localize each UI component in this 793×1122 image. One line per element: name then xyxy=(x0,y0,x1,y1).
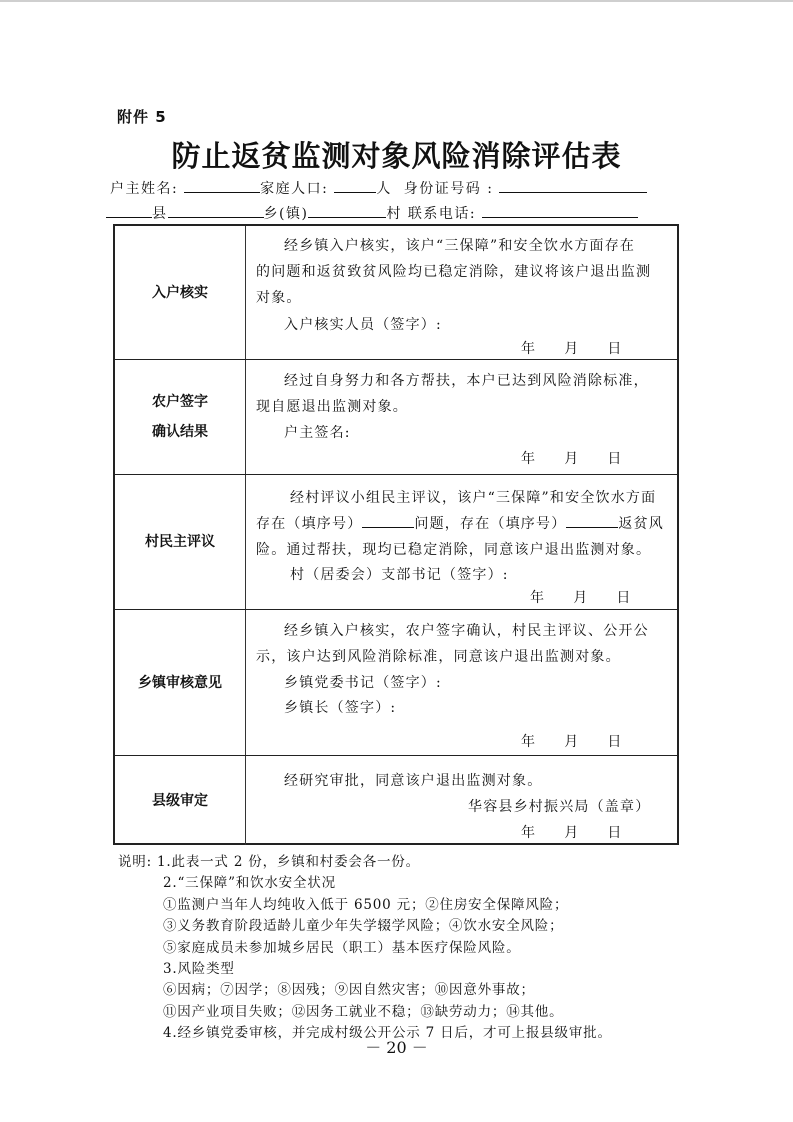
date-year: 年 xyxy=(530,590,546,606)
table-row-household-verification xyxy=(115,226,677,360)
row-label-text: 确认结果 xyxy=(152,424,208,440)
date-line xyxy=(530,587,660,607)
id-number-field[interactable] xyxy=(499,178,647,193)
note-line: ⑤家庭成员未参加城乡居民（职工）基本医疗保险风险。 xyxy=(163,939,521,956)
content-line: 的问题和返贫致贫风险均已稳定消除，建议将该户退出监测 xyxy=(256,264,652,280)
date-month: 月 xyxy=(564,451,580,467)
householder-name-label: 户主姓名: xyxy=(110,181,179,197)
date-year: 年 xyxy=(521,825,537,841)
date-day: 日 xyxy=(616,590,632,606)
note-line: ③义务教育阶段适龄儿童少年失学辍学风险；④饮水安全风险； xyxy=(163,918,564,935)
note-line: ⑪因产业项目失败；⑫因务工就业不稳；⑬缺劳动力；⑭其他。 xyxy=(163,1003,564,1020)
secretary-signature-label: 村（居委会）支部书记（签字）: xyxy=(290,567,509,583)
note-line: 2.“三保障”和饮水安全状况 xyxy=(163,875,336,892)
date-day: 日 xyxy=(607,451,623,467)
row-label xyxy=(115,756,246,845)
note-line: ⑥因病；⑦因学；⑧因残；⑨因自然灾害；⑩因意外事故； xyxy=(163,982,535,999)
table-row-county-approval xyxy=(115,756,677,845)
note-line: ①监测户当年人均纯收入低于 6500 元；②住房安全保障风险； xyxy=(163,896,569,913)
row-content xyxy=(256,475,669,609)
county-field[interactable] xyxy=(106,203,152,218)
row-label-text: 入户核实 xyxy=(152,284,208,301)
content-line: 现自愿退出监测对象。 xyxy=(256,399,408,415)
date-line xyxy=(521,338,651,358)
row-content xyxy=(256,360,669,474)
date-day: 日 xyxy=(607,734,623,750)
row-label-text: 县级审定 xyxy=(152,792,208,809)
row-content xyxy=(256,610,669,755)
township-label: 乡(镇) xyxy=(263,206,309,222)
notes-section xyxy=(118,852,612,1045)
row-label xyxy=(115,475,246,609)
page-number: － 20 － xyxy=(365,1038,428,1057)
date-line xyxy=(521,731,651,751)
table-row-village-review xyxy=(115,475,677,610)
row-content xyxy=(256,226,669,359)
householder-name-field[interactable] xyxy=(184,178,260,193)
row-content xyxy=(256,756,669,845)
row-label-text: 乡镇审核意见 xyxy=(138,674,222,691)
county-label: 县 xyxy=(152,206,168,222)
row-label xyxy=(115,226,246,359)
date-line xyxy=(521,822,651,842)
content-line: 经研究审批，同意该户退出监测对象。 xyxy=(284,773,543,789)
family-size-field[interactable] xyxy=(334,178,376,193)
annex-label: 附件 5 xyxy=(117,108,167,126)
page-top-border xyxy=(0,0,793,2)
row-label xyxy=(115,360,246,474)
party-secretary-signature-label: 乡镇党委书记（签字）: xyxy=(284,675,442,691)
phone-field[interactable] xyxy=(482,203,638,218)
content-line: 存在（填序号） 问题，存在（填序号） 返贫风 xyxy=(256,513,664,533)
householder-signature-label: 户主签名: xyxy=(284,425,351,441)
date-year: 年 xyxy=(521,734,537,750)
village-field[interactable] xyxy=(308,203,386,218)
row-label-text: 村民主评议 xyxy=(145,534,215,550)
township-head-signature-label: 乡镇长（签字）: xyxy=(284,700,397,716)
content-line: 示，该户达到风险消除标准，同意该户退出监测对象。 xyxy=(256,649,621,665)
notes-prefix: 说明: xyxy=(118,854,152,870)
document-title: 防止返贫监测对象风险消除评估表 xyxy=(171,139,622,173)
risk-number-field[interactable] xyxy=(566,513,618,528)
content-line: 对象。 xyxy=(256,290,302,306)
row-label-text: 农户签字 xyxy=(152,394,208,410)
family-size-label: 家庭人口: xyxy=(260,181,329,197)
township-field[interactable] xyxy=(168,203,264,218)
date-month: 月 xyxy=(564,825,580,841)
problem-number-field[interactable] xyxy=(362,513,414,528)
bureau-seal-label: 华容县乡村振兴局（盖章） xyxy=(468,799,651,815)
village-label: 村 xyxy=(386,206,402,222)
date-day: 日 xyxy=(607,825,623,841)
note-line: 4.经乡镇党委审核，并完成村级公开公示 7 日后，才可上报县级审批。 xyxy=(163,1025,612,1042)
row-label xyxy=(115,610,246,755)
person-unit: 人 xyxy=(376,181,392,197)
header-line-2 xyxy=(106,203,638,223)
assessment-table xyxy=(113,224,679,845)
date-day: 日 xyxy=(607,341,623,357)
verifier-signature-label: 入户核实人员（签字）: xyxy=(284,317,442,333)
date-line xyxy=(521,448,651,468)
date-month: 月 xyxy=(573,590,589,606)
phone-label: 联系电话: xyxy=(407,206,477,222)
id-number-label: 身份证号码 : xyxy=(403,181,494,197)
date-month: 月 xyxy=(564,734,580,750)
note-line: 说明: 1.此表一式 2 份，乡镇和村委会各一份。 xyxy=(118,854,420,870)
header-line-1 xyxy=(110,178,647,198)
note-line: 3.风险类型 xyxy=(163,961,235,978)
content-line: 经过自身努力和各方帮扶，本户已达到风险消除标准， xyxy=(284,373,649,389)
table-row-farmer-confirmation xyxy=(115,360,677,475)
date-year: 年 xyxy=(521,451,537,467)
content-line: 经乡镇入户核实，该户“三保障”和安全饮水方面存在 xyxy=(284,238,636,254)
date-year: 年 xyxy=(521,341,537,357)
content-line: 险。通过帮扶，现均已稳定消除，同意该户退出监测对象。 xyxy=(256,542,652,558)
content-line: 经村评议小组民主评议，该户“三保障”和安全饮水方面 xyxy=(290,490,657,506)
table-row-township-review xyxy=(115,610,677,756)
date-month: 月 xyxy=(564,341,580,357)
content-line: 经乡镇入户核实，农户签字确认，村民主评议、公开公 xyxy=(284,623,649,639)
